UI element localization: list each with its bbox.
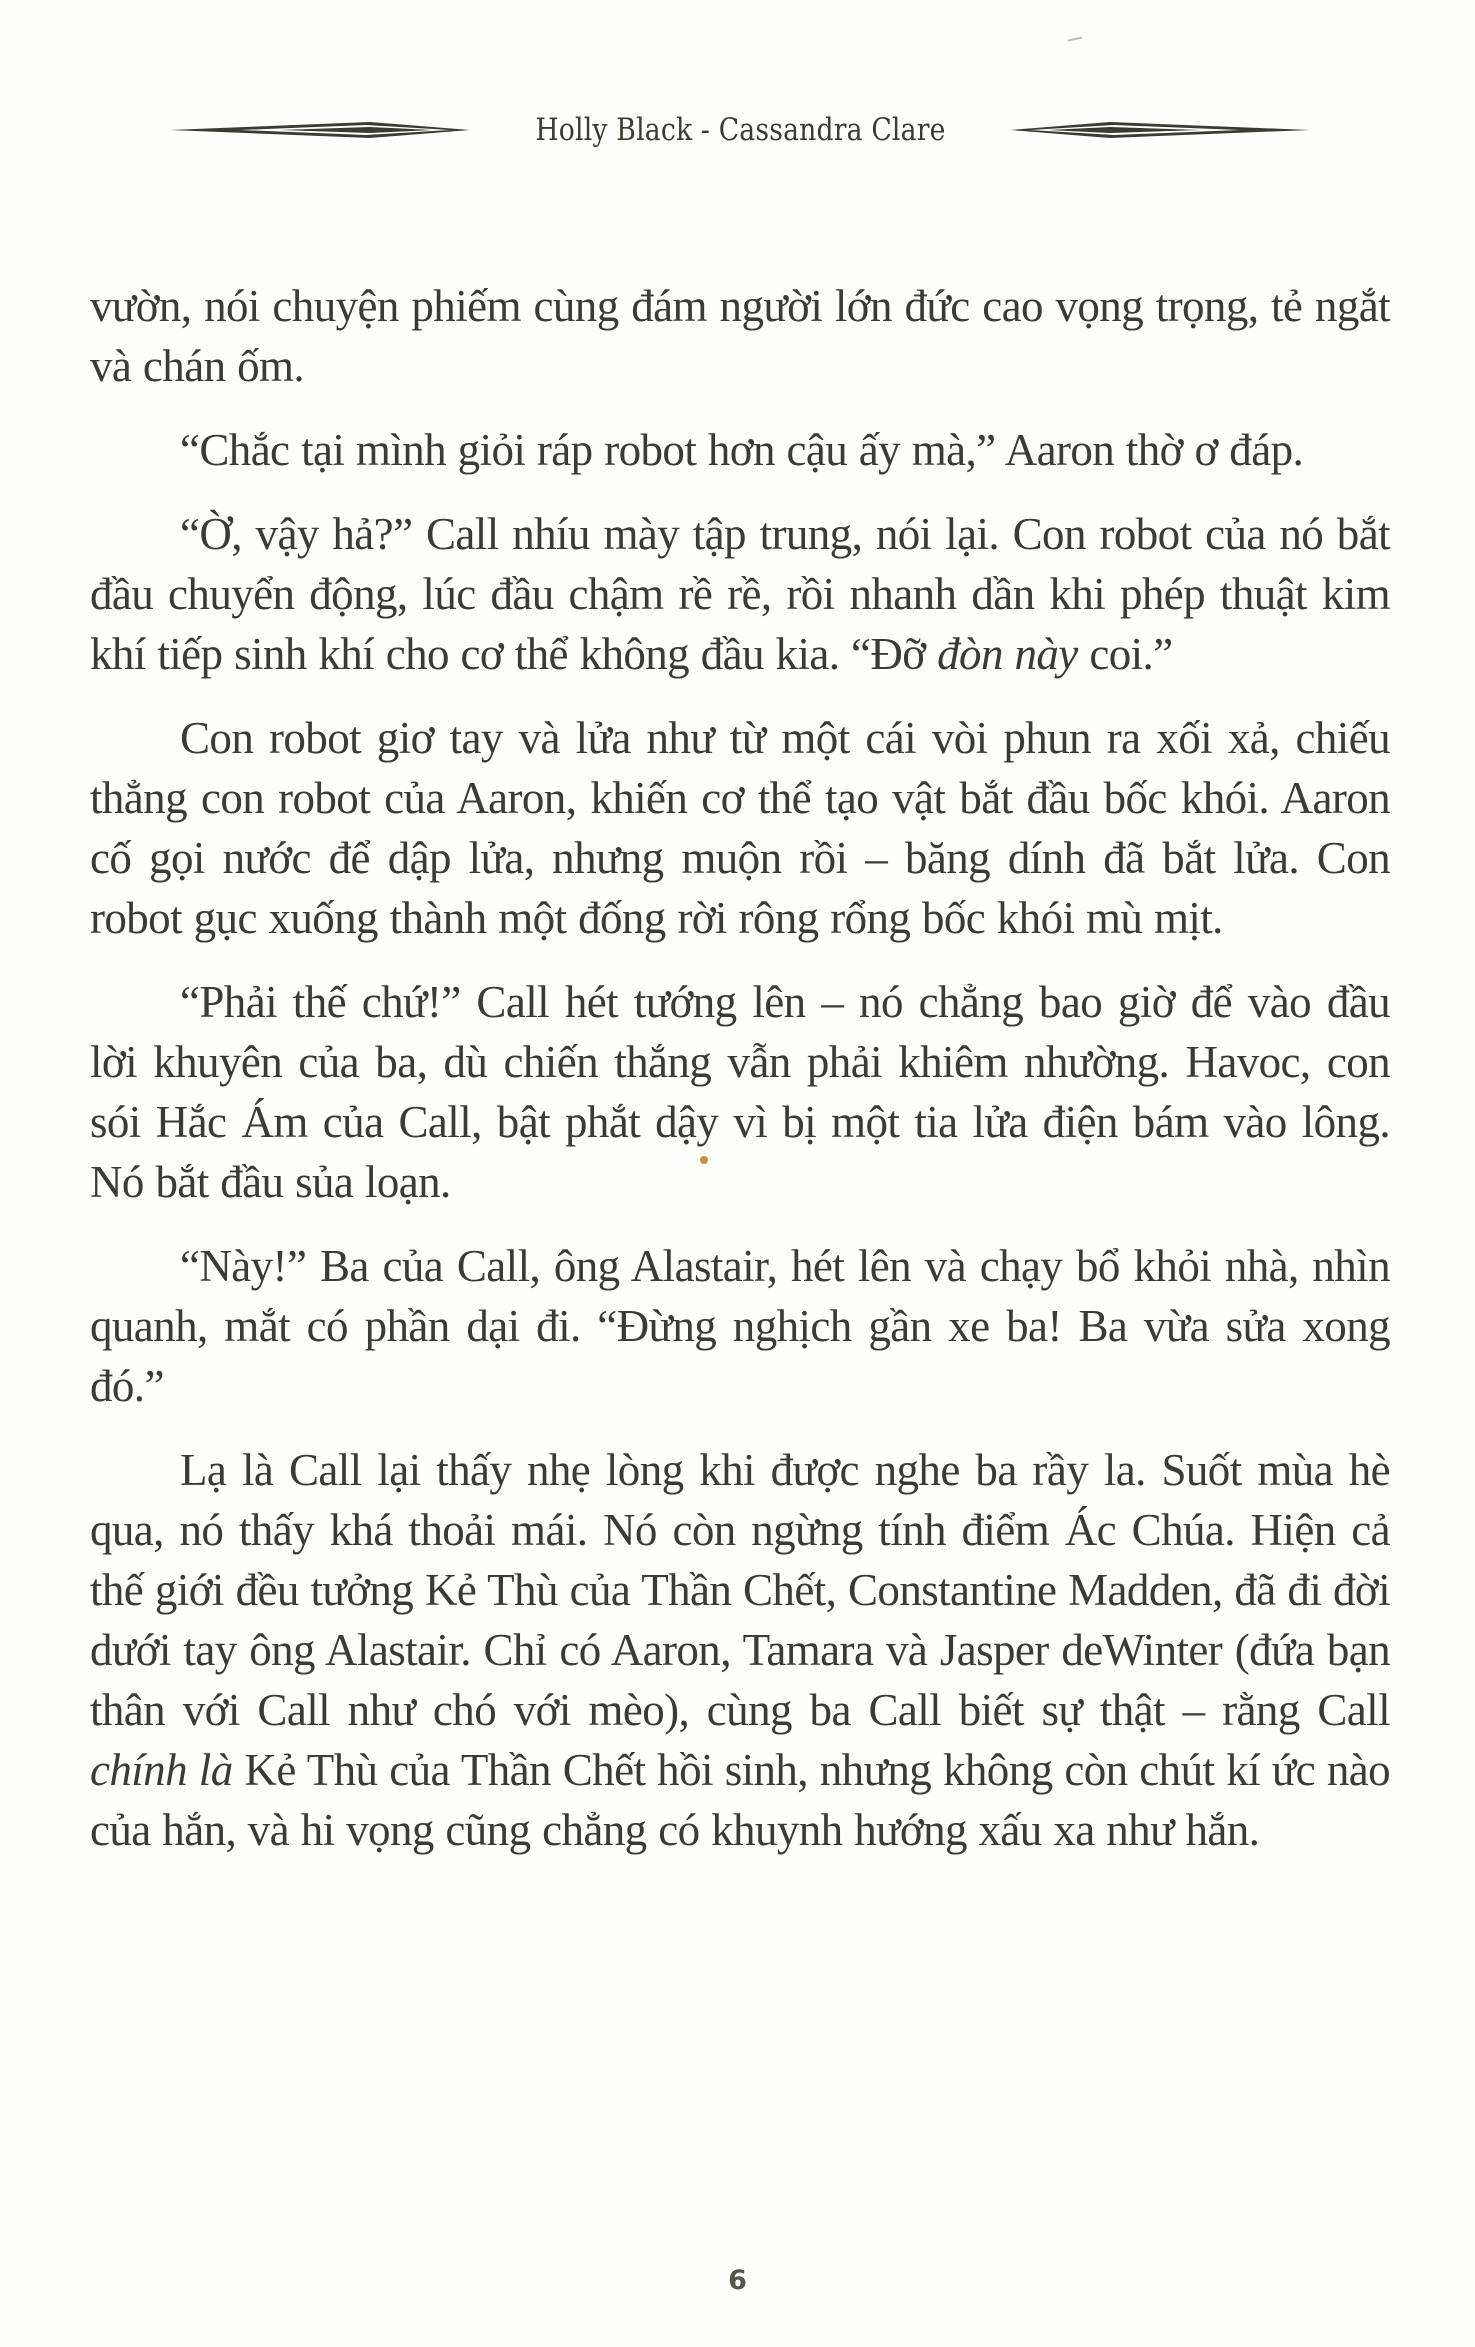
italic-text-run: chính là	[90, 1745, 233, 1795]
header-author-title: Holly Black - Cassandra Clare	[534, 112, 946, 148]
paragraph-4	[90, 708, 1390, 948]
text-run: “Chắc tại mình giỏi ráp robot hơn cậu ấy mà,” Aaron thờ ơ đáp.	[180, 425, 1304, 475]
paragraph-2	[90, 420, 1390, 480]
text-run: “Này!” Ba của Call, ông Alastair, hét lên và chạy bổ khỏi nhà, nhìn quanh, mắt có phần dại đi. “Đừng nghịch gần xe ba! Ba vừa sửa xong đó.”	[90, 1241, 1390, 1411]
left-diamond-rule-icon	[170, 115, 480, 145]
text-run: coi.”	[1077, 629, 1173, 679]
paragraph-7	[90, 1440, 1390, 1860]
text-run: Con robot giơ tay và lửa như từ một cái vòi phun ra xối xả, chiếu thẳng con robot của Aaron, khiến cơ thể tạo vật bắt đầu bốc khói. Aaron cố gọi nước để dập lửa, nhưng muộn rồi – băng dính đã bắt lửa. Con robot gục xuống thành một đống rời rông rổng bốc khói mù mịt.	[90, 713, 1390, 943]
scan-speck	[700, 1156, 708, 1164]
body-text	[90, 276, 1390, 1884]
text-run: vườn, nói chuyện phiếm cùng đám người lớn đức cao vọng trọng, tẻ ngắt và chán ốm.	[90, 281, 1390, 391]
page-number: 6	[728, 2265, 747, 2296]
paragraph-3	[90, 504, 1390, 684]
text-run: Lạ là Call lại thấy nhẹ lòng khi được nghe ba rầy la. Suốt mùa hè qua, nó thấy khá thoải mái. Nó còn ngừng tính điểm Ác Chúa. Hiện cả thế giới đều tưởng Kẻ Thù của Thần Chết, Constantine Madden, đã đi đời dưới tay ông Alastair. Chỉ có Aaron, Tamara và Jasper deWinter (đứa bạn thân với Call như chó với mèo), cùng ba Call biết sự thật – rằng Call	[90, 1445, 1390, 1735]
text-run: “Phải thế chứ!” Call hét tướng lên – nó chẳng bao giờ để vào đầu lời khuyên của ba, dù chiến thắng vẫn phải khiêm nhường. Havoc, con sói Hắc Ám của Call, bật phắt dậy vì bị một tia lửa điện bám vào lông. Nó bắt đầu sủa loạn.	[90, 977, 1390, 1207]
paragraph-5	[90, 972, 1390, 1212]
paragraph-6	[90, 1236, 1390, 1416]
text-run: “Ờ, vậy hả?” Call nhíu mày tập trung, nói lại. Con robot của nó bắt đầu chuyển động, lúc đầu chậm rề rề, rồi nhanh dần khi phép thuật kim khí tiếp sinh khí cho cơ thể không đầu kia. “Đỡ	[90, 509, 1390, 679]
paragraph-1	[90, 276, 1390, 396]
running-header	[165, 108, 1315, 152]
text-run: Kẻ Thù của Thần Chết hồi sinh, nhưng không còn chút kí ức nào của hắn, và hi vọng cũng chẳng có khuynh hướng xấu xa như hắn.	[90, 1745, 1390, 1855]
italic-text-run: đòn này	[937, 629, 1078, 679]
scan-artifact	[1068, 37, 1082, 42]
right-diamond-rule-icon	[1000, 115, 1310, 145]
